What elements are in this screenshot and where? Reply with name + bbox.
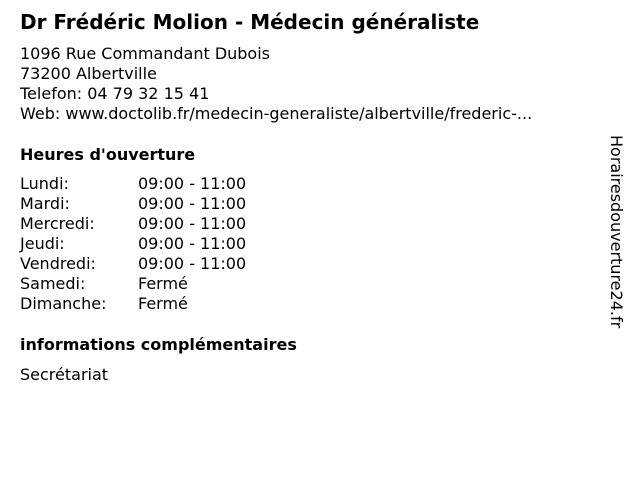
address-block (20, 44, 532, 124)
hours-row-wednesday (20, 214, 246, 234)
time-value: Fermé (138, 274, 188, 293)
time-value: 09:00 - 11:00 (138, 194, 247, 213)
page-title: Dr Frédéric Molion - Médecin généraliste (20, 10, 480, 34)
opening-hours-table (20, 174, 246, 314)
additional-info-text: Secrétariat (20, 365, 109, 384)
hours-row-sunday (20, 294, 246, 314)
day-label: Lundi: (20, 174, 69, 193)
hours-row-monday (20, 174, 246, 194)
time-value: Fermé (138, 294, 188, 313)
hours-row-friday (20, 254, 246, 274)
day-label: Dimanche: (20, 294, 107, 313)
time-value: 09:00 - 11:00 (138, 234, 247, 253)
phone-number: Telefon: 04 79 32 15 41 (20, 84, 210, 103)
day-label: Samedi: (20, 274, 86, 293)
hours-row-tuesday (20, 194, 246, 214)
street-address: 1096 Rue Commandant Dubois (20, 44, 270, 63)
additional-info-heading: informations complémentaires (20, 335, 297, 354)
day-label: Vendredi: (20, 254, 96, 273)
website-link[interactable]: Web: www.doctolib.fr/medecin-generaliste/albertville/frederic-... (20, 104, 533, 123)
time-value: 09:00 - 11:00 (138, 174, 247, 193)
time-value: 09:00 - 11:00 (138, 214, 247, 233)
hours-row-saturday (20, 274, 246, 294)
day-label: Mercredi: (20, 214, 95, 233)
day-label: Jeudi: (20, 234, 65, 253)
hours-row-thursday (20, 234, 246, 254)
opening-hours-heading: Heures d'ouverture (20, 145, 196, 164)
city: 73200 Albertville (20, 64, 157, 83)
time-value: 09:00 - 11:00 (138, 254, 247, 273)
site-watermark: Horairesdouverture24.fr (607, 135, 626, 329)
day-label: Mardi: (20, 194, 70, 213)
